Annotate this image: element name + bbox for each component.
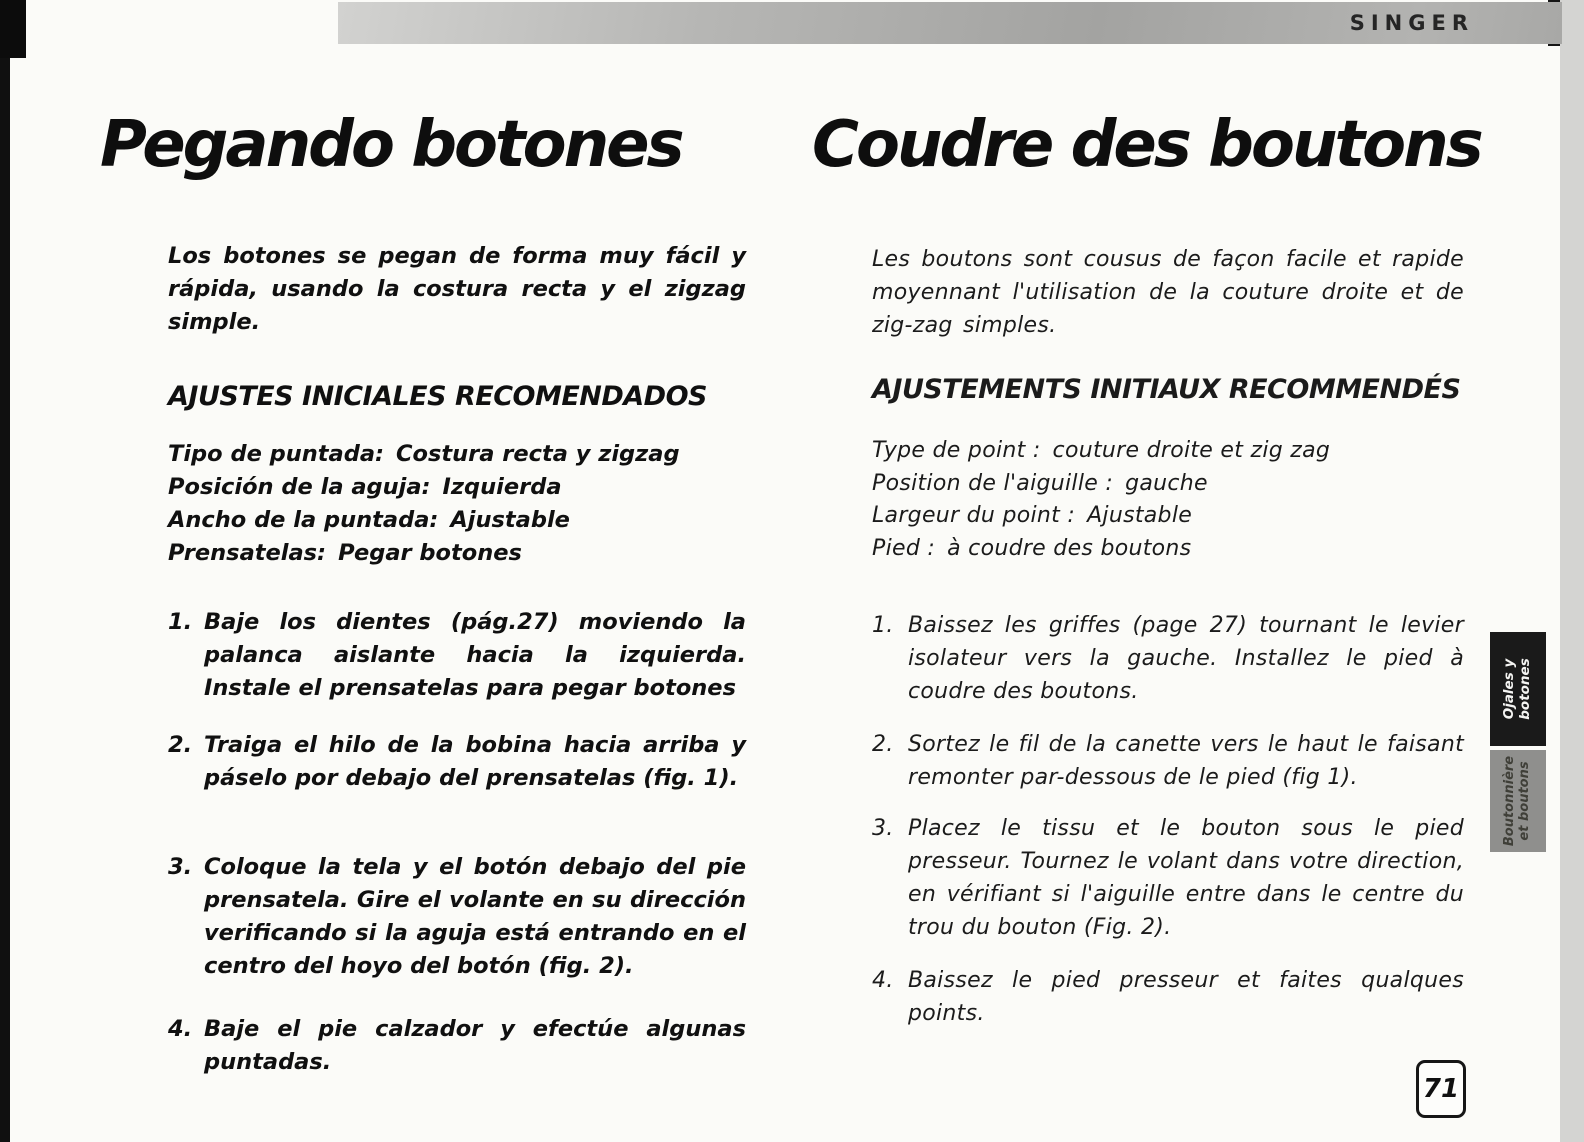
setting-label: Type de point : — [872, 438, 1041, 463]
setting-label: Tipo de puntada: — [168, 441, 385, 468]
tab-label-line: botones — [1517, 658, 1533, 720]
step-number: 3. — [872, 816, 894, 842]
step-number: 1. — [872, 613, 894, 639]
brand-logo-singer: SINGER — [1349, 11, 1474, 35]
step-text: Placez le tissu et le bouton sous le pied presseur. Tournez le volant dans votre direction, en vérifiant si l'aiguille entre dans le centre du trou du bouton (Fig. 2). — [908, 816, 1464, 941]
column-spanish — [168, 240, 746, 1079]
tab-label-line: et boutons — [1517, 761, 1532, 841]
setting-value: couture droite et zig zag — [1052, 438, 1331, 463]
step-text: Baje los dientes (pág.27) moviendo la palanca aislante hacia la izquierda. Instale el prensatelas para pegar botones — [204, 608, 746, 701]
step-item — [168, 851, 746, 983]
step-item — [872, 728, 1464, 794]
title-spanish: Pegando botones — [100, 108, 682, 182]
setting-row — [872, 468, 1464, 501]
title-french: Coudre des boutons — [812, 108, 1481, 182]
scan-edge-left — [0, 0, 10, 1142]
scan-edge-right — [1560, 0, 1584, 1142]
step-number: 3. — [168, 853, 193, 880]
steps-list-spanish — [168, 606, 746, 1080]
setting-label: Ancho de la puntada: — [168, 506, 439, 533]
setting-row — [872, 435, 1464, 468]
step-item — [168, 606, 746, 705]
step-item — [872, 812, 1464, 944]
setting-label: Pied : — [872, 535, 936, 561]
settings-list-french — [872, 435, 1464, 565]
intro-paragraph-french: Les boutons sont cousus de façon facile et rapide moyennant l'utilisation de la couture droite et de zig-zag simples. — [872, 247, 1464, 338]
page-number-box — [1416, 1060, 1466, 1118]
settings-heading-spanish: AJUSTES INICIALES RECOMENDADOS — [168, 381, 707, 413]
setting-row — [168, 537, 746, 570]
setting-label: Largeur du point : — [872, 503, 1076, 529]
step-text: Sortez le fil de la canette vers le haut le faisant remonter par-dessous de le pied (fig 1). — [908, 732, 1464, 791]
step-text: Traiga el hilo de la bobina hacia arriba y páselo por debajo del prensatelas (fig. 1). — [204, 731, 746, 791]
step-number: 4. — [168, 1016, 193, 1043]
setting-row — [168, 504, 746, 537]
page-number: 71 — [1422, 1074, 1460, 1104]
step-item — [872, 609, 1464, 708]
setting-row — [168, 471, 746, 504]
side-tab-label — [1490, 750, 1546, 852]
setting-row — [168, 438, 746, 471]
setting-value: Izquierda — [442, 474, 562, 501]
setting-value: à coudre des boutons — [947, 535, 1192, 561]
setting-label: Posición de la aguja: — [168, 474, 431, 501]
intro-paragraph-spanish: Los botones se pegan de forma muy fácil y rápida, usando la costura recta y el zigzag simple. — [168, 243, 746, 336]
step-text: Baissez le pied presseur et faites qualques points. — [908, 968, 1464, 1027]
setting-value: Costura recta y zigzag — [396, 441, 680, 468]
step-item — [872, 964, 1464, 1030]
step-number: 1. — [168, 608, 193, 635]
step-number: 2. — [168, 731, 193, 758]
step-item — [168, 729, 746, 795]
scan-artifact-top-left — [0, 0, 26, 58]
settings-list-spanish — [168, 438, 746, 569]
column-french — [872, 243, 1464, 1030]
settings-heading-french: AJUSTEMENTS INITIAUX RECOMMENDÉS — [872, 374, 1461, 405]
setting-value: Ajustable — [450, 506, 570, 533]
setting-value: Pegar botones — [338, 539, 522, 566]
tab-label-line: Boutonnière — [1502, 755, 1518, 847]
step-number: 4. — [872, 968, 894, 994]
step-text: Baje el pie calzador y efectúe algunas puntadas. — [204, 1016, 746, 1076]
step-text: Coloque la tela y el botón debajo del pie prensatela. Gire el volante en su dirección verificando si la aguja está entrando en el centro del hoyo del botón (fig. 2). — [204, 853, 746, 980]
side-tab-boutonniere-et-boutons — [1490, 750, 1546, 852]
header-bar — [338, 2, 1562, 44]
side-tab-ojales-y-botones — [1490, 632, 1546, 746]
setting-value: Ajustable — [1087, 503, 1193, 529]
setting-row — [872, 533, 1464, 566]
step-text: Baissez les griffes (page 27) tournant le levier isolateur vers la gauche. Installez le pied à coudre des boutons. — [908, 613, 1464, 705]
setting-label: Position de l'aiguille : — [872, 470, 1114, 496]
side-tab-label — [1490, 632, 1546, 746]
tab-label-line: Ojales y — [1501, 658, 1518, 720]
setting-value: gauche — [1125, 470, 1208, 496]
step-item — [168, 1013, 746, 1079]
setting-row — [872, 500, 1464, 533]
setting-label: Prensatelas: — [168, 539, 327, 566]
step-number: 2. — [872, 732, 894, 758]
steps-list-french — [872, 609, 1464, 1030]
